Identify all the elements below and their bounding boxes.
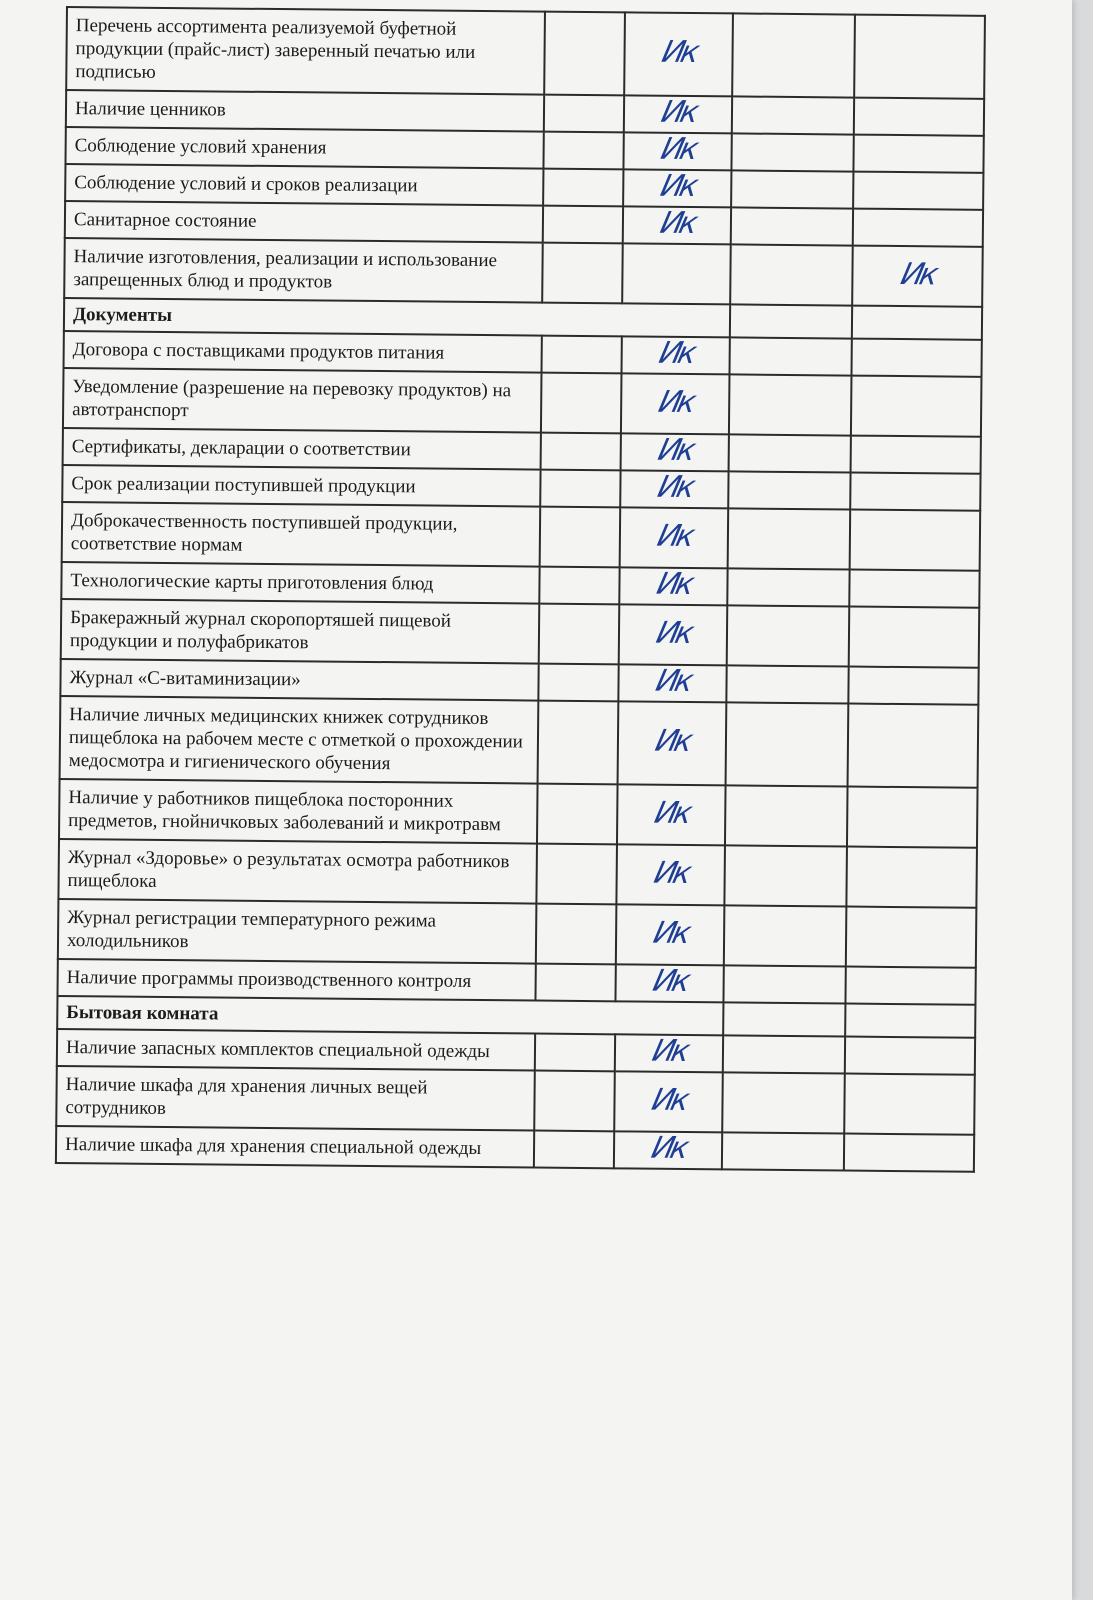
row-label: Санитарное состояние	[65, 201, 543, 243]
empty-cell	[723, 1002, 845, 1036]
mark-cell	[851, 376, 982, 437]
row-label: Наличие шкафа для хранения специальной одежды	[56, 1126, 534, 1168]
mark-cell	[534, 1071, 615, 1132]
handwritten-mark: Ик	[650, 855, 691, 891]
mark-cell	[537, 784, 618, 845]
mark-cell	[618, 701, 727, 785]
mark-cell	[540, 507, 621, 568]
mark-cell	[845, 967, 975, 1005]
handwritten-mark: Ик	[649, 915, 691, 951]
mark-cell	[854, 15, 985, 99]
row-label: Технологические карты приготовления блюд	[61, 562, 539, 604]
checklist-row	[66, 7, 985, 99]
mark-cell	[615, 1034, 723, 1072]
mark-cell	[619, 604, 728, 665]
empty-cell	[845, 1004, 975, 1038]
row-label: Наличие программы производственного контроля	[57, 959, 535, 1001]
mark-cell	[844, 1134, 974, 1172]
handwritten-mark: Ик	[658, 34, 699, 71]
row-label: Срок реализации поступившей продукции	[62, 465, 540, 507]
handwritten-mark: Ик	[654, 432, 695, 468]
mark-cell	[852, 246, 983, 307]
handwritten-mark: Ик	[657, 94, 699, 130]
handwritten-mark: Ик	[657, 131, 698, 167]
row-label: Доброкачественность поступившей продукции, соответствие нормам	[62, 502, 541, 567]
row-label: Сертификаты, декларации о соответствии	[63, 428, 541, 470]
handwritten-mark: Ик	[653, 518, 695, 554]
mark-cell	[543, 132, 623, 170]
handwritten-mark: Ик	[651, 723, 693, 759]
mark-cell	[727, 605, 850, 666]
mark-cell	[854, 98, 984, 136]
mark-cell	[543, 169, 623, 207]
row-label: Соблюдение условий хранения	[65, 127, 543, 169]
handwritten-mark: Ик	[648, 1033, 690, 1069]
mark-cell	[729, 434, 851, 472]
mark-cell	[846, 907, 977, 968]
row-label: Наличие запасных комплектов специальной одежды	[57, 1029, 535, 1071]
mark-cell	[538, 664, 618, 702]
mark-cell	[845, 1037, 975, 1075]
mark-cell	[853, 172, 983, 210]
mark-cell	[848, 704, 979, 788]
empty-cell	[852, 306, 982, 340]
mark-cell	[844, 1074, 975, 1135]
row-label: Наличие личных медицинских книжек сотрудников пищеблока на рабочем месте с отметкой о прохождении медосмотра и гигиенического обучения	[60, 696, 539, 784]
mark-cell	[614, 1071, 723, 1132]
mark-cell	[722, 1072, 845, 1133]
handwritten-mark: Ик	[647, 1130, 689, 1166]
mark-cell	[542, 336, 622, 374]
checklist-page	[55, 6, 986, 1173]
mark-cell	[539, 567, 619, 605]
mark-cell	[544, 95, 624, 133]
mark-cell	[621, 373, 730, 434]
row-label: Договора с поставщиками продуктов питания	[64, 331, 542, 373]
handwritten-mark: Ик	[649, 963, 690, 999]
mark-cell	[616, 844, 725, 905]
mark-cell	[535, 1034, 615, 1072]
checklist-row	[60, 696, 979, 788]
mark-cell	[617, 784, 726, 845]
checklist-row	[62, 502, 981, 571]
mark-cell	[542, 243, 623, 304]
checklist-body	[56, 7, 985, 1172]
row-label: Бракеражный журнал скоропортяшей пищевой продукции и полуфабрикатов	[61, 599, 540, 664]
mark-cell	[616, 904, 725, 965]
mark-cell	[618, 664, 726, 702]
row-label: Наличие ценников	[66, 90, 544, 132]
mark-cell	[540, 470, 620, 508]
mark-cell	[726, 702, 849, 786]
mark-cell	[724, 905, 847, 966]
checklist-row	[61, 599, 980, 668]
mark-cell	[851, 436, 981, 474]
handwritten-mark: Ик	[656, 205, 698, 241]
mark-cell	[849, 570, 979, 608]
mark-cell	[622, 243, 731, 304]
mark-cell	[623, 206, 731, 244]
handwritten-mark: Ик	[648, 1082, 689, 1118]
mark-cell	[847, 787, 978, 848]
mark-cell	[851, 339, 981, 377]
handwritten-mark: Ик	[653, 566, 694, 602]
mark-cell	[624, 12, 733, 96]
handwritten-mark: Ик	[651, 795, 692, 831]
mark-cell	[731, 170, 853, 208]
handwritten-mark: Ик	[897, 256, 938, 292]
mark-cell	[620, 507, 729, 568]
row-label: Журнал регистрации температурного режима холодильников	[58, 899, 537, 964]
mark-cell	[541, 433, 621, 471]
mark-cell	[544, 12, 625, 96]
checklist-row	[56, 1126, 974, 1172]
mark-cell	[849, 607, 980, 668]
row-label: Журнал «Здоровье» о результатах осмотра работников пищеблока	[58, 839, 537, 904]
mark-cell	[723, 965, 845, 1003]
row-label: Уведомление (разрешение на перевозку продуктов) на автотранспорт	[63, 368, 542, 433]
checklist-row	[63, 368, 982, 437]
mark-cell	[850, 473, 980, 511]
mark-cell	[731, 133, 853, 171]
checklist-row	[56, 1066, 975, 1135]
checklist-row	[58, 899, 977, 968]
mark-cell	[722, 1132, 844, 1170]
mark-cell	[723, 1035, 845, 1073]
mark-cell	[725, 785, 848, 846]
mark-cell	[728, 471, 850, 509]
mark-cell	[534, 1131, 614, 1169]
checklist-table	[55, 6, 986, 1173]
mark-cell	[848, 667, 978, 705]
mark-cell	[731, 207, 853, 245]
mark-cell	[536, 844, 617, 905]
row-label: Журнал «С-витаминизации»	[60, 659, 538, 701]
mark-cell	[541, 373, 622, 434]
mark-cell	[615, 964, 723, 1002]
mark-cell	[728, 508, 851, 569]
mark-cell	[623, 169, 731, 207]
mark-cell	[732, 96, 854, 134]
mark-cell	[850, 510, 981, 571]
empty-cell	[730, 304, 852, 338]
mark-cell	[535, 964, 615, 1002]
handwritten-mark: Ик	[652, 615, 694, 651]
handwritten-mark: Ик	[652, 663, 693, 699]
row-label: Наличие у работников пищеблока посторонних предметов, гнойничковых заболеваний и микротравм	[59, 779, 538, 844]
mark-cell	[619, 567, 727, 605]
mark-cell	[853, 209, 983, 247]
mark-cell	[621, 336, 729, 374]
mark-cell	[853, 135, 983, 173]
mark-cell	[732, 13, 855, 97]
mark-cell	[724, 845, 847, 906]
mark-cell	[536, 904, 617, 965]
mark-cell	[538, 701, 619, 785]
mark-cell	[726, 665, 848, 703]
checklist-row	[59, 779, 978, 848]
handwritten-mark: Ик	[655, 384, 696, 420]
row-label: Наличие изготовления, реализации и использование запрещенных блюд и продуктов	[64, 238, 543, 303]
handwritten-mark: Ик	[655, 335, 696, 371]
mark-cell	[614, 1131, 722, 1169]
mark-cell	[543, 206, 623, 244]
mark-cell	[729, 374, 852, 435]
mark-cell	[727, 568, 849, 606]
mark-cell	[623, 132, 731, 170]
checklist-row	[64, 238, 983, 307]
handwritten-mark: Ик	[657, 168, 698, 204]
mark-cell	[624, 95, 732, 133]
mark-cell	[846, 847, 977, 908]
mark-cell	[730, 244, 853, 305]
mark-cell	[620, 470, 728, 508]
row-label: Наличие шкафа для хранения личных вещей сотрудников	[56, 1066, 535, 1131]
section-title: Бытовая комната	[57, 996, 723, 1035]
row-label: Соблюдение условий и сроков реализации	[65, 164, 543, 206]
handwritten-mark: Ик	[654, 469, 695, 505]
mark-cell	[621, 433, 729, 471]
checklist-row	[58, 839, 977, 908]
row-label: Перечень ассортимента реализуемой буфетной продукции (прайс-лист) заверенный печатью или подписью	[66, 7, 545, 95]
section-title: Документы	[64, 298, 730, 337]
mark-cell	[539, 604, 620, 665]
mark-cell	[729, 337, 851, 375]
